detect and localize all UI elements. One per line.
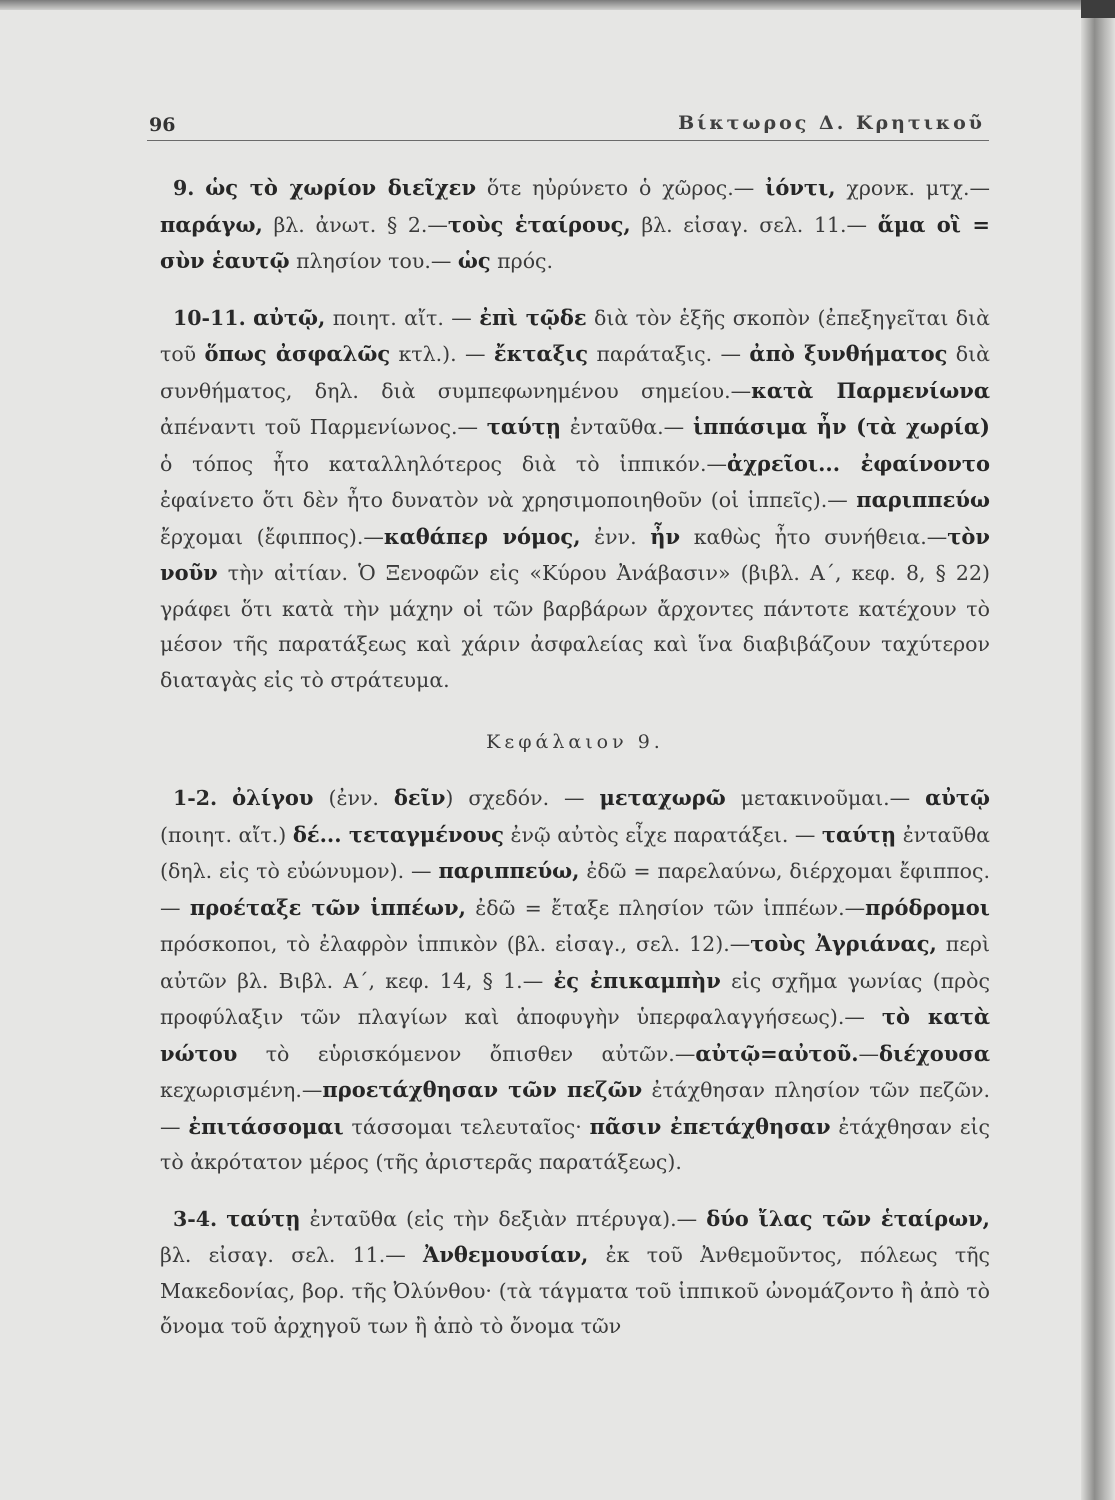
gloss-text: ἐφαίνετο ὅτι δὲν ἦτο δυνατὸν νὰ χρησιμοποιηθοῦν (οἱ ἱππεῖς).— xyxy=(160,488,857,512)
lemma-term: τὸ κατὰ νώτου xyxy=(160,1004,991,1066)
gloss-text: καθὼς ἦτο συνήθεια.— xyxy=(680,524,948,549)
gloss-text: ἐδῶ = παρελαύνω, διέρχομαι ἔφιππος. — xyxy=(160,859,991,920)
gloss-text: ἐνταῦθα (δηλ. εἰς τὸ εὐώνυμον). — xyxy=(160,822,991,883)
gloss-text: (ἐνν. xyxy=(313,786,394,810)
section-3-4 xyxy=(160,1201,990,1345)
page-header xyxy=(147,104,989,141)
gloss-text: ἐκ τοῦ Ἀνθεμοῦντος, πόλεως τῆς Μακεδονίας, βορ. τῆς Ὀλύνθου· (τὰ τάγματα τοῦ ἱππικοῦ ὠνομάζοντο ἢ ἀπὸ τὸ ὄνομα τοῦ ἀρχηγοῦ των ἢ ἀπὸ τὸ ὄνομα τῶν xyxy=(160,1243,990,1338)
gloss-text: διὰ τὸν ἑξῆς σκοπὸν (ἐπεξηγεῖται διὰ τοῦ xyxy=(160,305,990,366)
gloss-text: κεχωρισμένη.— xyxy=(160,1078,323,1102)
lemma-term: ἰόντι, xyxy=(765,175,836,200)
lemma-term: ταύτῃ xyxy=(486,414,562,439)
lemma-term: αὐτῷ, xyxy=(253,304,326,330)
section-10-11 xyxy=(160,300,990,699)
page-number: 96 xyxy=(149,114,176,136)
gloss-text: πρόσκοποι, τὸ ἐλαφρὸν ἱππικὸν (βλ. εἰσαγ., σελ. 12).— xyxy=(160,932,751,956)
gloss-text: βλ. εἰσαγ. σελ. 11.— xyxy=(160,1243,424,1267)
lemma-term: ἱππάσιμα ἦν (τὰ χωρία) xyxy=(692,414,990,439)
spacer xyxy=(160,1181,990,1201)
lemma-term: προέταξε τῶν ἱππέων, xyxy=(189,894,466,920)
lemma-term: ἔκταξις xyxy=(493,341,589,366)
running-head: Βίκτωρος Δ. Κρητικοῦ xyxy=(678,112,985,134)
gloss-text: ) σχεδόν. — xyxy=(445,786,600,810)
gloss-text: ἔρχομαι (ἔφιππος).— xyxy=(160,524,384,549)
gloss-text: εἰς σχῆμα γωνίας (πρὸς προφύλαξιν τῶν πλαγίων καὶ ἀποφυγὴν ὑπερφαλαγγήσεως).— xyxy=(160,968,990,1029)
section-text xyxy=(160,306,990,692)
lemma-term: τοὺς ἑταίρους, xyxy=(447,211,631,237)
lemma-term: πᾶσιν ἐπετάχθησαν xyxy=(589,1113,831,1139)
lemma-term: ἀπὸ ξυνθήματος xyxy=(749,341,948,366)
gloss-text: ποιητ. αἴτ. — xyxy=(325,305,480,330)
section-number: 3-4. xyxy=(173,1206,218,1231)
lemma-term: αὐτῷ xyxy=(925,785,990,810)
lemma-term: ταύτῃ xyxy=(226,1205,301,1231)
gloss-text: ἐτάχθησαν εἰς τὸ ἀκρότατον μέρος (τῆς ἀριστερᾶς παρατάξεως). xyxy=(160,1114,990,1174)
chapter-title: Κεφάλαιον 9. xyxy=(486,731,664,753)
lemma-term: ὅπως ἀσφαλῶς xyxy=(204,341,391,366)
gloss-text: — xyxy=(858,1041,880,1066)
lemma-term: δεῖν xyxy=(393,785,446,810)
lemma-term: πρόδρομοι xyxy=(865,894,990,920)
gloss-text: ἀπέναντι τοῦ Παρμενίωνος.— xyxy=(160,415,487,439)
lemma-term: ὡς τὸ χωρίον διεῖχεν xyxy=(205,175,477,200)
gloss-text: βλ. ἀνωτ. § 2.— xyxy=(262,212,448,237)
gloss-text: τὴν αἰτίαν. Ὁ Ξενοφῶν εἰς «Κύρου Ἀνάβασιν» (βιβλ. Α΄, κεφ. 8, § 22) γράφει ὅτι κατὰ τὴν μάχην οἱ τῶν βαρβάρων ἄρχοντες πάντοτε κατέχουν τὸ μέσον τῆς παρατάξεως καὶ χάριν ἀσφαλείας καὶ ἵνα διαβιβάζουν ταχύτερον διαταγὰς εἰς τὸ στράτευμα. xyxy=(160,561,990,692)
gloss-text: περὶ αὐτῶν βλ. Βιβλ. Α΄, κεφ. 14, § 1.— xyxy=(160,932,990,993)
lemma-term: Ἀνθεμουσίαν, xyxy=(423,1242,589,1267)
section-text xyxy=(160,786,990,1174)
gloss-text: χρονκ. μτχ.— xyxy=(835,176,990,200)
gloss-text: πλησίον του.— xyxy=(289,249,458,273)
gloss-text: ἐνταῦθα (εἰς τὴν δεξιὰν πτέρυγα).— xyxy=(300,1206,707,1231)
lemma-term: αὐτῷ=αὐτοῦ. xyxy=(695,1040,859,1066)
gloss-text: διὰ συνθήματος, δηλ. διὰ συμπεφωνημένου σημείου.— xyxy=(160,342,990,403)
page-body xyxy=(160,170,990,1345)
lemma-term: καθάπερ νόμος, xyxy=(383,523,581,549)
spacer xyxy=(160,280,990,300)
gloss-text: ἐνταῦθα.— xyxy=(561,415,693,439)
lemma-term: διέχουσα xyxy=(879,1040,990,1066)
gloss-text: ὅτε ηὐρύνετο ὁ χῶρος.— xyxy=(476,176,766,200)
gloss-text: ἐνν. xyxy=(580,524,651,549)
gloss-text: (ποιητ. αἴτ.) xyxy=(160,822,293,847)
section-number: 9. xyxy=(173,176,195,200)
lemma-term: ἐς ἐπικαμπὴν xyxy=(553,967,721,993)
gloss-text: κτλ.). — xyxy=(390,342,494,366)
gloss-text: ἐτάχθησαν πλησίον τῶν πεζῶν. — xyxy=(160,1078,990,1139)
gloss-text: παράταξις. — xyxy=(588,342,750,366)
lemma-term: ἦν xyxy=(650,523,681,549)
section-number: 1-2. xyxy=(173,786,218,810)
gloss-text: ὁ τόπος ἦτο καταλληλότερος διὰ τὸ ἱππικόν.— xyxy=(160,451,728,476)
lemma-term: παριππεύω xyxy=(856,487,990,512)
lemma-term: δύο ἴλας τῶν ἑταίρων, xyxy=(706,1205,990,1231)
gloss-text: ἐδῶ = ἔταξε πλησίον τῶν ἱππέων.— xyxy=(465,895,866,920)
lemma-term: κατὰ Παρμενίωνα xyxy=(751,377,990,403)
gloss-text: πρός. xyxy=(490,249,554,273)
page-corner-shadow xyxy=(1081,0,1115,18)
lemma-term: δέ... τεταγμένους xyxy=(292,821,504,847)
page-right-edge xyxy=(1081,0,1115,1500)
lemma-term: ὀλίγου xyxy=(232,785,314,810)
lemma-term: ἐπὶ τῷδε xyxy=(479,304,587,330)
lemma-term: τὸν νοῦν xyxy=(160,523,990,585)
section-text xyxy=(160,176,990,273)
section-number: 10-11. xyxy=(173,305,246,330)
spacer xyxy=(160,698,990,724)
lemma-term: ἀχρεῖοι... ἐφαίνοντο xyxy=(727,450,991,476)
gloss-text: ἐνῷ αὐτὸς εἶχε παρατάξει. — xyxy=(503,822,822,847)
lemma-term: ὡς xyxy=(457,248,491,273)
section-text xyxy=(160,1207,990,1339)
lemma-term: μεταχωρῶ xyxy=(599,785,726,810)
lemma-term: παράγω, xyxy=(160,211,263,237)
page-top-edge xyxy=(0,0,1115,10)
gloss-text: τάσσομαι τελευταῖος· xyxy=(343,1114,590,1139)
lemma-term: ταύτῃ xyxy=(821,821,897,847)
spacer xyxy=(160,760,990,780)
lemma-term: παριππεύω, xyxy=(438,858,580,883)
gloss-text: βλ. εἰσαγ. σελ. 11.— xyxy=(630,212,878,237)
section-9 xyxy=(160,170,990,280)
lemma-term: ἐπιτάσσομαι xyxy=(188,1113,344,1139)
gloss-text: τὸ εὑρισκόμενον ὄπισθεν αὐτῶν.— xyxy=(237,1041,696,1066)
section-1-2 xyxy=(160,780,990,1181)
lemma-term: προετάχθησαν τῶν πεζῶν xyxy=(322,1077,643,1102)
gloss-text: μετακινοῦμαι.— xyxy=(725,786,926,810)
lemma-term: ἅμα οἳ = σὺν ἑαυτῷ xyxy=(160,211,990,273)
lemma-term: τοὺς Ἀγριάνας, xyxy=(750,931,937,956)
